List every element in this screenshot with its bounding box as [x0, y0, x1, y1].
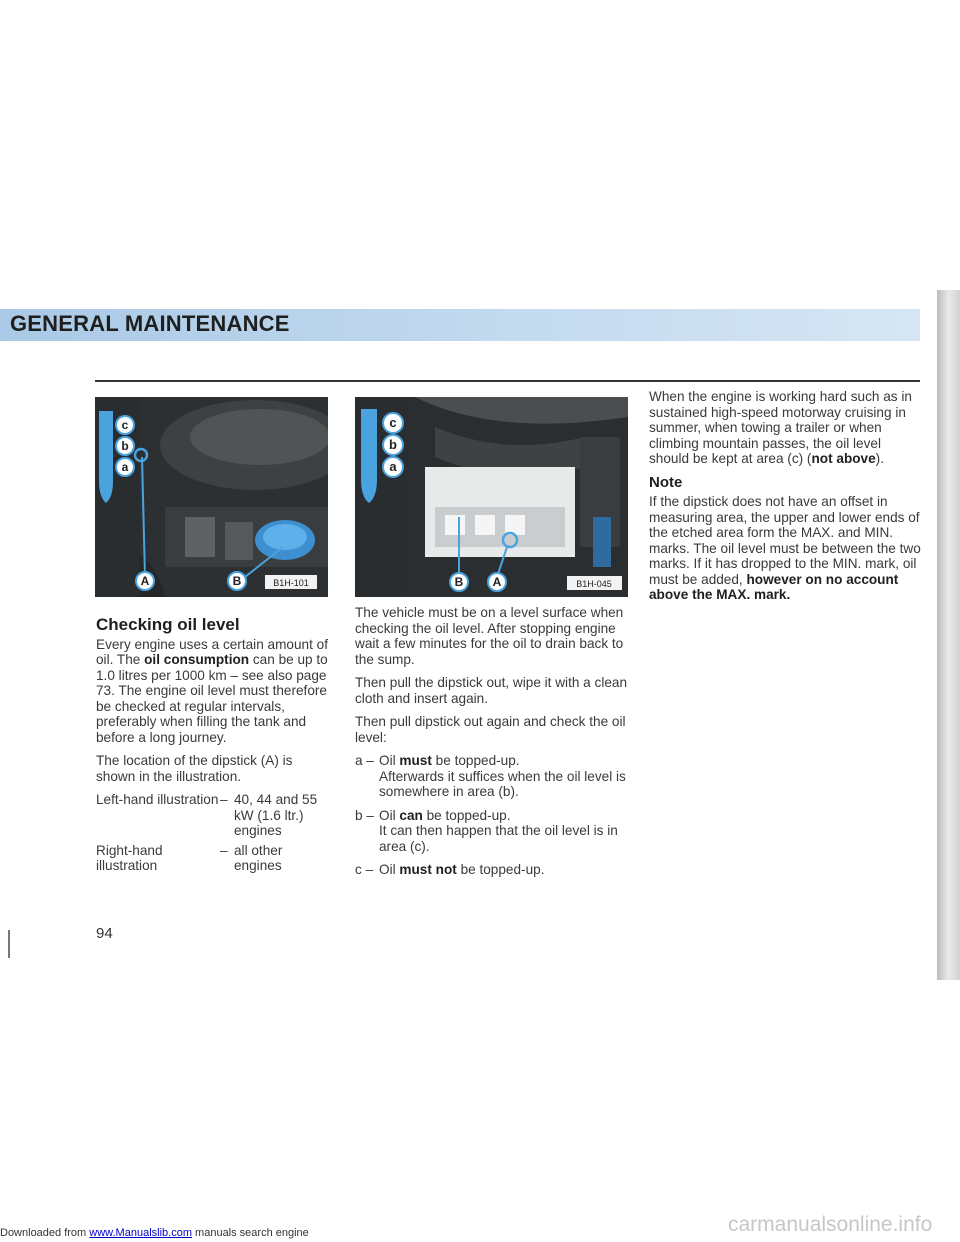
paragraph: Then pull dipstick out again and check the oil level: — [355, 714, 626, 745]
engine-row: Right-hand illustration – all other engines — [96, 842, 283, 873]
note-paragraph: If the dipstick does not have an offset in measuring area, the upper and lower ends of the etched area form the MAX. and MIN. marks. The oil level must be between the two marks. If it has dropped to the MIN. mark, oil must be added, however on no account above the MAX. mark. — [649, 494, 921, 602]
marker-a: a — [389, 459, 397, 474]
section-heading: Checking oil level — [96, 615, 240, 634]
engine-row: Left-hand illustration – 40, 44 and 55 kW (1.6 ltr.) engines — [96, 792, 318, 838]
horizontal-rule — [95, 380, 920, 382]
margin-line — [8, 930, 10, 958]
paragraph: Every engine uses a certain amount of oil. The oil consumption can be up to 1.0 litres per 1000 km – see also page 73. The engine oil level must therefore be checked at regular intervals, preferably when filling the tank and before a long journey. — [96, 636, 328, 745]
engine-photo-left — [95, 397, 328, 597]
label-A: A — [492, 575, 502, 589]
paragraph: When the engine is working hard such as in sustained high-speed motorway cruising in summer, when towing a trailer or when climbing mountain passes, the oil level should be kept at area (c) (not above). — [649, 389, 912, 466]
paragraph: The vehicle must be on a level surface when checking the oil level. After stopping engine wait a few minutes for the oil to drain back to the sump. — [355, 605, 624, 667]
label-B: B — [232, 574, 242, 588]
watermark: carmanualsonline.info — [728, 1213, 933, 1236]
marker-b: b — [389, 437, 397, 452]
list-item: a – Oil must be topped-up. Afterwards it suffices when the oil level is somewhere in area (b). — [355, 753, 626, 799]
page-number: 94 — [96, 925, 113, 942]
list-item: c – Oil must not be topped-up. — [355, 862, 545, 877]
engine-photo-right — [355, 397, 628, 597]
footer: Downloaded from www.Manualslib.com manuals search engine — [0, 1227, 309, 1239]
label-A: A — [140, 574, 150, 588]
section-title: GENERAL MAINTENANCE — [10, 311, 290, 336]
paragraph: The location of the dipstick (A) is shown in the illustration. — [96, 753, 293, 784]
figure-code: B1H-045 — [576, 579, 612, 589]
marker-a: a — [121, 460, 129, 474]
marker-c: c — [389, 415, 397, 430]
page-edge-shadow — [937, 290, 960, 980]
list-item: b – Oil can be topped-up. It can then happen that the oil level is in area (c). — [355, 807, 618, 854]
right-column — [649, 389, 921, 611]
note-heading: Note — [649, 473, 683, 491]
figure-code: B1H-101 — [273, 578, 309, 588]
marker-b: b — [121, 439, 129, 453]
paragraph: Then pull the dipstick out, wipe it with a clean cloth and insert again. — [355, 675, 628, 706]
middle-column — [355, 605, 628, 886]
left-column — [96, 617, 331, 874]
marker-c: c — [121, 418, 129, 432]
label-B: B — [454, 575, 464, 589]
manualslib-link[interactable]: www.Manualslib.com — [89, 1227, 192, 1239]
